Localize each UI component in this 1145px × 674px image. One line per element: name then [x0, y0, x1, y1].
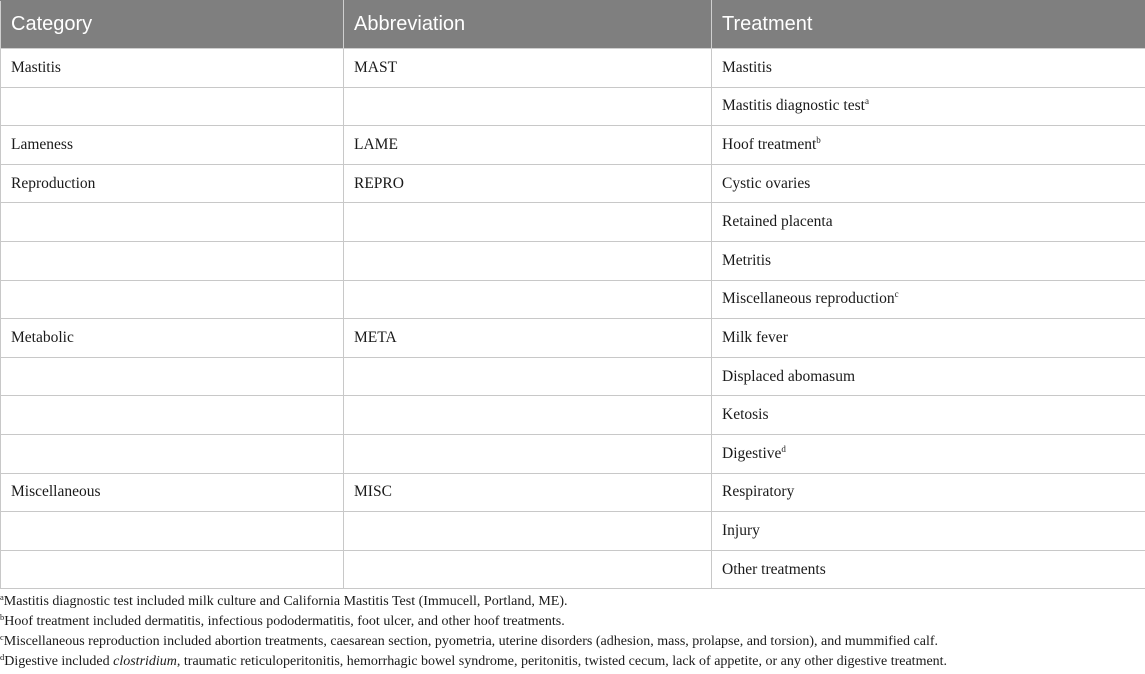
- footnote-text: Hoof treatment included dermatitis, infectious pododermatitis, foot ulcer, and other hoof treatments.: [4, 614, 565, 629]
- treatment-text: Cystic ovaries: [722, 174, 811, 192]
- cell-treatment: [712, 434, 1145, 473]
- cell-abbreviation: REPRO: [344, 164, 712, 203]
- cell-abbreviation: [344, 241, 712, 280]
- treatment-text: Metritis: [722, 251, 772, 269]
- footnote-marker: c: [894, 289, 899, 300]
- header-row: [1, 1, 1145, 49]
- footnote-marker: d: [781, 443, 786, 454]
- cell-treatment: [712, 241, 1145, 280]
- footnote-italic: clostridium: [113, 654, 177, 669]
- treatment-text: Hoof treatment: [722, 135, 817, 153]
- cell-category: [1, 357, 344, 396]
- table-row: [1, 203, 1145, 242]
- cell-category: [1, 550, 344, 589]
- cell-treatment: [712, 280, 1145, 319]
- footnote-text: Mastitis diagnostic test included milk culture and California Mastitis Test (Immucell, Portland, ME).: [3, 594, 568, 609]
- table-row: [1, 434, 1145, 473]
- cell-category: [1, 280, 344, 319]
- treatment-text: Injury: [722, 521, 760, 539]
- cell-treatment: [712, 203, 1145, 242]
- cell-abbreviation: [344, 357, 712, 396]
- footnote-marker: a: [864, 96, 869, 107]
- cell-category: [1, 512, 344, 551]
- cell-abbreviation: [344, 396, 712, 435]
- cell-category: [1, 87, 344, 126]
- table-row: [1, 241, 1145, 280]
- table-row: [1, 357, 1145, 396]
- treatment-text: Ketosis: [722, 406, 769, 424]
- cell-treatment: [712, 512, 1145, 551]
- cell-abbreviation: LAME: [344, 126, 712, 165]
- cell-abbreviation: [344, 203, 712, 242]
- footnote-text: Digestive included: [4, 654, 114, 669]
- cell-treatment: [712, 396, 1145, 435]
- footnote-mark: c: [0, 632, 4, 642]
- treatment-text: Milk fever: [722, 328, 788, 346]
- cell-abbreviation: MAST: [344, 49, 712, 88]
- cell-abbreviation: [344, 512, 712, 551]
- cell-category: [1, 241, 344, 280]
- cell-abbreviation: [344, 434, 712, 473]
- cell-treatment: [712, 550, 1145, 589]
- cell-category: [1, 396, 344, 435]
- table-row: [1, 126, 1145, 165]
- table-row: [1, 512, 1145, 551]
- footnote-text: Miscellaneous reproduction included abortion treatments, caesarean section, pyometria, uterine disorders (adhesion, mass, prolapse, and torsion), and mummified calf.: [3, 634, 938, 649]
- treatment-text: Displaced abomasum: [722, 367, 856, 385]
- cell-treatment: [712, 49, 1145, 88]
- cell-category: [1, 434, 344, 473]
- treatment-text: Mastitis diagnostic test: [722, 97, 865, 115]
- cell-treatment: [712, 164, 1145, 203]
- cell-treatment: [712, 357, 1145, 396]
- table-row: [1, 280, 1145, 319]
- treatment-text: Mastitis: [722, 58, 772, 76]
- table-row: [1, 473, 1145, 512]
- table-row: [1, 319, 1145, 358]
- cell-abbreviation: [344, 87, 712, 126]
- cell-treatment: [712, 319, 1145, 358]
- treatment-text: Other treatments: [722, 560, 826, 578]
- cell-abbreviation: MISC: [344, 473, 712, 512]
- table-row: [1, 87, 1145, 126]
- footnote-mark: b: [0, 612, 5, 622]
- footnote-mark: a: [0, 592, 4, 602]
- treatment-text: Retained placenta: [722, 213, 833, 231]
- cell-abbreviation: [344, 550, 712, 589]
- header-treatment: Treatment: [712, 1, 1145, 49]
- treatment-text: Digestive: [722, 444, 782, 462]
- table-row: [1, 396, 1145, 435]
- header-category: Category: [1, 1, 344, 49]
- cell-category: Mastitis: [1, 49, 344, 88]
- footnote-a: [0, 592, 1145, 612]
- header-abbreviation: Abbreviation: [344, 1, 712, 49]
- footnote-text: , traumatic reticuloperitonitis, hemorrhagic bowel syndrome, peritonitis, twisted cecum, lack of appetite, or any other digestive treatment.: [176, 654, 948, 669]
- cell-treatment: [712, 473, 1145, 512]
- treatment-text: Miscellaneous reproduction: [722, 290, 895, 308]
- treatment-text: Respiratory: [722, 483, 795, 501]
- footnote-marker: b: [816, 134, 821, 145]
- cell-abbreviation: META: [344, 319, 712, 358]
- footnotes: [0, 592, 1145, 672]
- footnote-mark: d: [0, 652, 5, 662]
- cell-treatment: [712, 126, 1145, 165]
- cell-treatment: [712, 87, 1145, 126]
- cell-category: Reproduction: [1, 164, 344, 203]
- cell-category: [1, 203, 344, 242]
- table-row: [1, 164, 1145, 203]
- table-row: [1, 550, 1145, 589]
- cell-category: Miscellaneous: [1, 473, 344, 512]
- cell-category: Lameness: [1, 126, 344, 165]
- cell-abbreviation: [344, 280, 712, 319]
- cell-category: Metabolic: [1, 319, 344, 358]
- footnote-b: [0, 612, 1145, 632]
- footnote-c: [0, 632, 1145, 652]
- footnote-d: [0, 652, 1145, 672]
- table-row: [1, 49, 1145, 88]
